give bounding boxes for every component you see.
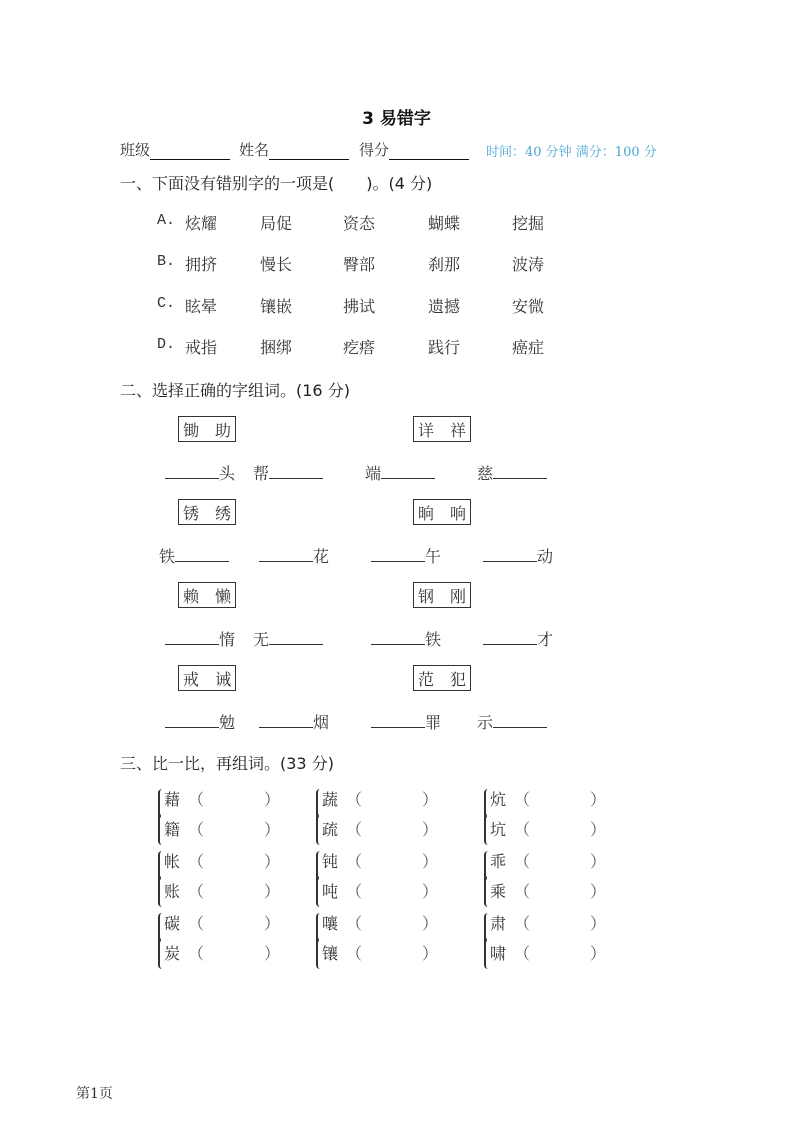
choice-char: 刚 (449, 586, 466, 606)
choice-char: 助 (214, 420, 231, 440)
prefix-char: 示 (477, 713, 494, 732)
pair-char: 嚷 (322, 914, 339, 933)
pair-row (490, 849, 606, 872)
answer-paren-open[interactable]: （ (346, 914, 363, 933)
fill-blank-item (371, 710, 441, 733)
suffix-char: 才 (537, 630, 554, 649)
answer-paren-close: ） (422, 944, 439, 963)
choice-char: 锈 (183, 503, 200, 523)
answer-paren-close: ） (590, 790, 607, 809)
pair-char: 吨 (322, 882, 339, 901)
answer-blank[interactable] (371, 547, 425, 562)
pair-row (164, 817, 280, 840)
fill-blank-item (371, 544, 441, 567)
choice-char: 锄 (183, 420, 200, 440)
answer-paren-close: ） (590, 852, 607, 871)
answer-blank[interactable] (483, 547, 537, 562)
page-title: 3 易错字 (362, 109, 431, 129)
answer-blank[interactable] (165, 713, 219, 728)
pair-row (490, 879, 606, 902)
option-word: 蝴蝶 (428, 214, 461, 233)
option-word: 慢长 (260, 255, 293, 274)
answer-paren-open[interactable]: （ (188, 882, 205, 901)
answer-paren-open[interactable]: （ (346, 944, 363, 963)
pair-char: 炭 (164, 944, 181, 963)
section-3-heading: 三、比一比，再组词。(33 分) (120, 754, 334, 773)
char-choice-box (178, 416, 236, 442)
option-letter: D. (157, 336, 176, 353)
prefix-char: 端 (365, 464, 382, 483)
fill-blank-item (259, 710, 329, 733)
pair-char: 碳 (164, 914, 181, 933)
answer-paren-open[interactable]: （ (514, 790, 531, 809)
answer-paren-open[interactable]: （ (346, 790, 363, 809)
pair-row (322, 941, 438, 964)
fill-blank-item (165, 627, 235, 650)
answer-paren-close: ） (264, 790, 281, 809)
class-label: 班级 (120, 141, 151, 159)
pair-row (164, 911, 280, 934)
char-choice-box (178, 499, 236, 525)
char-choice-box (178, 665, 236, 691)
answer-paren-open[interactable]: （ (188, 820, 205, 839)
choice-char: 绣 (214, 503, 231, 523)
answer-paren-close: ） (264, 820, 281, 839)
answer-paren-close: ） (590, 882, 607, 901)
option-word: 波涛 (512, 255, 545, 274)
answer-paren-open[interactable]: （ (514, 914, 531, 933)
answer-blank[interactable] (259, 713, 313, 728)
answer-paren-close: ） (590, 914, 607, 933)
option-word: 安微 (512, 297, 545, 316)
pair-row (490, 817, 606, 840)
option-word: 拂试 (343, 297, 376, 316)
char-pair-group (484, 787, 624, 847)
name-label: 姓名 (239, 141, 270, 159)
char-pair-group (158, 787, 298, 847)
answer-blank[interactable] (371, 713, 425, 728)
option-word: 炫耀 (185, 214, 218, 233)
answer-paren-open[interactable]: （ (346, 852, 363, 871)
pair-char: 疏 (322, 820, 339, 839)
pair-char: 乘 (490, 882, 507, 901)
char-pair-group (484, 911, 624, 971)
pair-row (322, 817, 438, 840)
option-letter: A. (157, 212, 176, 229)
option-letter: C. (157, 295, 176, 312)
choice-char: 懒 (214, 586, 231, 606)
answer-paren-open[interactable]: （ (346, 882, 363, 901)
answer-paren-close: ） (422, 882, 439, 901)
suffix-char: 头 (219, 464, 236, 483)
char-pair-group (484, 849, 624, 909)
answer-paren-close: ） (422, 820, 439, 839)
pair-char: 藉 (164, 790, 181, 809)
fill-blank-item (159, 544, 229, 567)
answer-paren-close: ） (264, 944, 281, 963)
pair-char: 镶 (322, 944, 339, 963)
answer-paren-close: ） (422, 852, 439, 871)
char-choice-box (413, 582, 471, 608)
suffix-char: 勉 (219, 713, 236, 732)
option-word: 遗撼 (428, 297, 461, 316)
pair-row (164, 849, 280, 872)
pair-row (164, 941, 280, 964)
option-word: 眩晕 (185, 297, 218, 316)
fill-blank-item (477, 461, 547, 484)
pair-char: 啸 (490, 944, 507, 963)
pair-char: 坑 (490, 820, 507, 839)
option-word: 疙瘩 (343, 338, 376, 357)
char-choice-box (413, 665, 471, 691)
char-choice-box (413, 416, 471, 442)
suffix-char: 铁 (425, 630, 442, 649)
option-word: 臀部 (343, 255, 376, 274)
option-word: 捆绑 (260, 338, 293, 357)
pair-char: 肃 (490, 914, 507, 933)
page-number: 第1页 (76, 1086, 113, 1102)
score-field (359, 139, 469, 160)
prefix-char: 慈 (477, 464, 494, 483)
option-word: 挖掘 (512, 214, 545, 233)
answer-paren-close: ） (422, 914, 439, 933)
fill-blank-item (165, 461, 235, 484)
char-choice-box (413, 499, 471, 525)
answer-paren-open[interactable]: （ (514, 852, 531, 871)
pair-char: 蔬 (322, 790, 339, 809)
choice-char: 祥 (449, 420, 466, 440)
fill-blank-item (371, 627, 441, 650)
option-word: 局促 (260, 214, 293, 233)
option-word: 资态 (343, 214, 376, 233)
pair-char: 乖 (490, 852, 507, 871)
pair-row (164, 879, 280, 902)
choice-char: 响 (449, 503, 466, 523)
choice-char: 详 (418, 420, 435, 440)
score-label: 得分 (359, 141, 390, 159)
name-blank[interactable] (269, 145, 349, 160)
answer-paren-open[interactable]: （ (514, 944, 531, 963)
pair-row (164, 787, 280, 810)
name-field (239, 139, 349, 160)
suffix-char: 惰 (219, 630, 236, 649)
option-word: 践行 (428, 338, 461, 357)
time-score-meta: 时间：40 分钟 满分：100 分 (486, 145, 657, 160)
pair-row (322, 787, 438, 810)
choice-char: 赖 (183, 586, 200, 606)
choice-char: 戒 (183, 669, 200, 689)
score-blank[interactable] (389, 145, 469, 160)
char-pair-group (316, 911, 456, 971)
answer-paren-close: ） (590, 820, 607, 839)
char-pair-group (316, 787, 456, 847)
suffix-char: 花 (313, 547, 330, 566)
pair-char: 钝 (322, 852, 339, 871)
choice-char: 范 (418, 669, 435, 689)
pair-row (322, 911, 438, 934)
answer-paren-close: ） (264, 914, 281, 933)
answer-blank[interactable] (371, 630, 425, 645)
pair-char: 帐 (164, 852, 181, 871)
pair-row (490, 787, 606, 810)
option-word: 镶嵌 (260, 297, 293, 316)
answer-blank[interactable] (381, 464, 435, 479)
answer-blank[interactable] (269, 464, 323, 479)
pair-row (490, 911, 606, 934)
pair-char: 籍 (164, 820, 181, 839)
option-word: 戒指 (185, 338, 218, 357)
fill-blank-item (483, 544, 553, 567)
section-2-heading: 二、选择正确的字组词。(16 分) (120, 381, 350, 400)
answer-paren-open[interactable]: （ (346, 820, 363, 839)
fill-blank-item (259, 544, 329, 567)
char-choice-box (178, 582, 236, 608)
answer-paren-close: ） (264, 882, 281, 901)
option-letter: B. (157, 253, 176, 270)
fill-blank-item (165, 710, 235, 733)
prefix-char: 无 (253, 630, 270, 649)
answer-paren-close: ） (422, 790, 439, 809)
prefix-char: 帮 (253, 464, 270, 483)
choice-char: 晌 (418, 503, 435, 523)
answer-blank[interactable] (493, 464, 547, 479)
fill-blank-item (483, 627, 553, 650)
pair-row (322, 849, 438, 872)
class-blank[interactable] (150, 145, 230, 160)
answer-blank[interactable] (165, 464, 219, 479)
answer-paren-close: ） (590, 944, 607, 963)
choice-char: 诫 (214, 669, 231, 689)
answer-blank[interactable] (483, 630, 537, 645)
fill-blank-item (253, 627, 323, 650)
pair-char: 账 (164, 882, 181, 901)
answer-paren-open[interactable]: （ (514, 820, 531, 839)
answer-blank[interactable] (259, 547, 313, 562)
class-field (120, 139, 230, 160)
answer-paren-open[interactable]: （ (188, 944, 205, 963)
char-pair-group (158, 849, 298, 909)
suffix-char: 罪 (425, 713, 442, 732)
answer-paren-open[interactable]: （ (188, 914, 205, 933)
answer-paren-open[interactable]: （ (188, 852, 205, 871)
answer-paren-open[interactable]: （ (188, 790, 205, 809)
pair-row (490, 941, 606, 964)
suffix-char: 烟 (313, 713, 330, 732)
section-1-heading: 一、下面没有错别字的一项是( )。(4 分) (120, 174, 433, 193)
answer-paren-open[interactable]: （ (514, 882, 531, 901)
option-word: 拥挤 (185, 255, 218, 274)
suffix-char: 午 (425, 547, 442, 566)
fill-blank-item (365, 461, 435, 484)
char-pair-group (316, 849, 456, 909)
answer-blank[interactable] (165, 630, 219, 645)
prefix-char: 铁 (159, 547, 176, 566)
pair-row (322, 879, 438, 902)
answer-blank[interactable] (175, 547, 229, 562)
option-word: 刹那 (428, 255, 461, 274)
answer-blank[interactable] (493, 713, 547, 728)
fill-blank-item (253, 461, 323, 484)
choice-char: 犯 (449, 669, 466, 689)
answer-blank[interactable] (269, 630, 323, 645)
choice-char: 钢 (418, 586, 435, 606)
answer-paren-close: ） (264, 852, 281, 871)
char-pair-group (158, 911, 298, 971)
option-word: 癌症 (512, 338, 545, 357)
fill-blank-item (477, 710, 547, 733)
suffix-char: 动 (537, 547, 554, 566)
pair-char: 炕 (490, 790, 507, 809)
